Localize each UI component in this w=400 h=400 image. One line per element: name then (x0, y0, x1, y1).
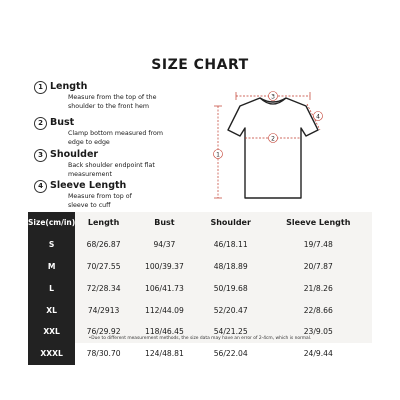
tshirt-measurement-diagram (200, 80, 350, 208)
sleeve-cell: 19/7.48 (303, 240, 333, 250)
sleeve-cell: 20/7.87 (303, 261, 333, 271)
size-cell: XXXL (28, 343, 75, 365)
bust-cell: 94/37 (153, 240, 176, 250)
page-title: SIZE CHART (151, 57, 249, 73)
table-row (28, 343, 372, 365)
sleeve-cell: 23/9.05 (303, 327, 333, 337)
sleeve-cell: 24/9.44 (303, 349, 333, 359)
sleeve-cell: 22/8.66 (303, 305, 333, 315)
marker-2-badge: 2 (34, 117, 47, 130)
header-size: Size(cm/in) (28, 212, 75, 234)
measurement-note: •Due to different measurement methods, the size data may have an error of 2-4cm, which is normal. (88, 336, 312, 341)
size-cell: L (28, 277, 75, 299)
diagram-marker-1 (214, 150, 223, 159)
header-bust: Bust (154, 218, 175, 228)
size-table-container (28, 212, 372, 359)
marker-1-badge: 1 (34, 81, 47, 94)
legend-label-sleeve-length: Sleeve Length (50, 180, 127, 191)
legend-item-sleeve-length (34, 180, 194, 211)
legend-desc-shoulder: Back shoulder endpoint flat measurement (68, 162, 155, 178)
header-sleeve-length: Sleeve Length (286, 218, 351, 228)
table-row (28, 234, 372, 256)
header-length: Length (87, 218, 120, 228)
diagram-marker-4 (314, 112, 323, 121)
size-cell: M (28, 256, 75, 278)
size-table (28, 212, 372, 365)
sleeve-cell: 21/8.26 (303, 283, 333, 293)
size-cell: S (28, 234, 75, 256)
length-cell: 76/29.92 (86, 327, 121, 337)
header-shoulder: Shoulder (210, 218, 251, 228)
bust-cell: 112/44.09 (145, 305, 184, 315)
shoulder-cell: 50/19.68 (213, 283, 248, 293)
table-header-row (28, 212, 372, 234)
legend-label-shoulder: Shoulder (50, 149, 99, 160)
length-cell: 70/27.55 (86, 261, 121, 271)
bust-cell: 118/46.45 (145, 327, 184, 337)
length-cell: 72/28.34 (86, 283, 121, 293)
size-cell: XL (28, 299, 75, 321)
shoulder-cell: 54/21.25 (213, 327, 248, 337)
legend-desc-bust: Clamp bottom measured from edge to edge (68, 130, 164, 146)
marker-4-badge: 4 (34, 180, 47, 193)
table-row (28, 256, 372, 278)
length-cell: 78/30.70 (86, 349, 121, 359)
bust-cell: 106/41.73 (145, 283, 184, 293)
svg-text:2: 2 (271, 135, 275, 143)
legend-desc-length: Measure from the top of the shoulder to the front hem (68, 94, 157, 110)
diagram-marker-2 (269, 134, 278, 143)
svg-text:1: 1 (216, 151, 220, 159)
legend-desc-sleeve-length: Measure from top of sleeve to cuff (68, 193, 132, 209)
bust-cell: 124/48.81 (145, 349, 184, 359)
svg-text:4: 4 (316, 113, 320, 121)
shoulder-cell: 48/18.89 (213, 261, 248, 271)
tshirt-outline-icon (228, 98, 318, 198)
shoulder-cell: 46/18.11 (213, 240, 248, 250)
shoulder-cell: 52/20.47 (213, 305, 248, 315)
legend-label-length: Length (50, 81, 88, 92)
legend-item-length (34, 81, 194, 117)
length-cell: 74/2913 (87, 305, 120, 315)
table-row (28, 277, 372, 299)
svg-text:3: 3 (271, 93, 275, 101)
size-cell: XXL (28, 321, 75, 343)
table-row (28, 299, 372, 321)
shoulder-cell: 56/22.04 (213, 349, 248, 359)
bust-cell: 100/39.37 (145, 261, 184, 271)
legend-item-bust (34, 117, 194, 149)
diagram-marker-3 (269, 92, 278, 101)
legend-label-bust: Bust (50, 117, 75, 128)
measurement-legend (34, 81, 194, 211)
legend-item-shoulder (34, 149, 194, 180)
length-cell: 68/26.87 (86, 240, 121, 250)
marker-3-badge: 3 (34, 149, 47, 162)
